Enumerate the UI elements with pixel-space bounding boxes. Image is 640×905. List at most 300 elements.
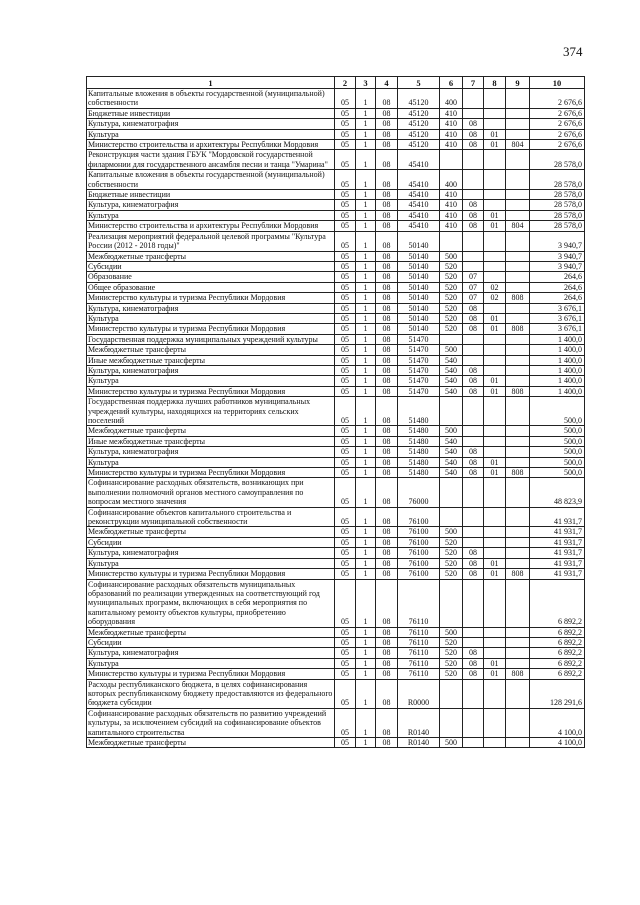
program-cell: 08 <box>376 478 398 507</box>
subsection-code-cell: 1 <box>356 261 376 271</box>
row-name-cell: Иные межбюджетные трансферты <box>87 436 335 446</box>
amount-cell: 264,6 <box>530 272 585 282</box>
amount-cell: 264,6 <box>530 282 585 292</box>
chapter-cell <box>463 627 484 637</box>
row-name-cell: Культура <box>87 658 335 668</box>
table-row <box>87 140 585 150</box>
chapter-cell <box>463 355 484 365</box>
table-row <box>87 386 585 396</box>
expense-type-cell: 400 <box>440 170 463 190</box>
subchapter-cell <box>484 365 506 375</box>
row-name-cell: Культура <box>87 558 335 568</box>
section-cell: 05 <box>335 436 356 446</box>
subchapter-cell <box>484 108 506 118</box>
ministry-code-cell <box>506 89 530 109</box>
row-name-cell: Министерство культуры и туризма Республики Мордовия <box>87 293 335 303</box>
program-cell: 08 <box>376 313 398 323</box>
program-cell: 08 <box>376 648 398 658</box>
subsection-code-cell: 1 <box>356 468 376 478</box>
ministry-code-cell <box>506 345 530 355</box>
section-cell: 05 <box>335 637 356 647</box>
chapter-cell <box>463 108 484 118</box>
subchapter-cell <box>484 708 506 737</box>
subchapter-cell <box>484 150 506 170</box>
ministry-code-cell <box>506 537 530 547</box>
expense-type-cell <box>440 397 463 426</box>
subsection-code-cell: 1 <box>356 527 376 537</box>
expense-type-cell: 520 <box>440 569 463 579</box>
target-item-cell: 51480 <box>398 457 440 467</box>
ministry-code-cell <box>506 478 530 507</box>
program-cell: 08 <box>376 436 398 446</box>
subsection-code-cell: 1 <box>356 397 376 426</box>
amount-cell: 3 676,1 <box>530 303 585 313</box>
subsection-code-cell: 1 <box>356 447 376 457</box>
ministry-code-cell: 808 <box>506 468 530 478</box>
subchapter-cell <box>484 355 506 365</box>
amount-cell: 6 892,2 <box>530 648 585 658</box>
section-cell: 05 <box>335 679 356 708</box>
target-item-cell: 51470 <box>398 376 440 386</box>
subsection-code-cell: 1 <box>356 669 376 679</box>
row-name-cell: Министерство культуры и туризма Республики Мордовия <box>87 386 335 396</box>
subsection-code-cell: 1 <box>356 200 376 210</box>
subsection-code-cell: 1 <box>356 272 376 282</box>
table-row <box>87 558 585 568</box>
column-header: 3 <box>356 77 376 89</box>
table-row <box>87 190 585 200</box>
table-row <box>87 537 585 547</box>
subsection-code-cell: 1 <box>356 708 376 737</box>
ministry-code-cell <box>506 251 530 261</box>
subsection-code-cell: 1 <box>356 210 376 220</box>
ministry-code-cell <box>506 558 530 568</box>
row-name-cell: Реализация мероприятий федеральной целевой программы "Культура России (2012 - 2018 годы)" <box>87 231 335 251</box>
subchapter-cell <box>484 89 506 109</box>
amount-cell: 3 940,7 <box>530 231 585 251</box>
row-name-cell: Культура, кинематография <box>87 365 335 375</box>
ministry-code-cell <box>506 648 530 658</box>
expense-type-cell: 520 <box>440 313 463 323</box>
section-cell: 05 <box>335 231 356 251</box>
expense-type-cell: 500 <box>440 527 463 537</box>
table-row <box>87 679 585 708</box>
target-item-cell: 51480 <box>398 447 440 457</box>
amount-cell: 500,0 <box>530 426 585 436</box>
ministry-code-cell <box>506 397 530 426</box>
subchapter-cell <box>484 436 506 446</box>
section-cell: 05 <box>335 140 356 150</box>
expense-type-cell: 520 <box>440 272 463 282</box>
section-cell: 05 <box>335 210 356 220</box>
program-cell: 08 <box>376 386 398 396</box>
amount-cell: 28 578,0 <box>530 190 585 200</box>
expense-type-cell: 540 <box>440 436 463 446</box>
expense-type-cell: 410 <box>440 129 463 139</box>
section-cell: 05 <box>335 282 356 292</box>
ministry-code-cell <box>506 313 530 323</box>
program-cell: 08 <box>376 658 398 668</box>
table-row <box>87 282 585 292</box>
expense-type-cell: 520 <box>440 669 463 679</box>
table-row <box>87 569 585 579</box>
section-cell: 05 <box>335 345 356 355</box>
ministry-code-cell <box>506 108 530 118</box>
target-item-cell: 45410 <box>398 150 440 170</box>
target-item-cell: 51470 <box>398 365 440 375</box>
column-header: 10 <box>530 77 585 89</box>
amount-cell: 4 100,0 <box>530 738 585 748</box>
expense-type-cell <box>440 579 463 627</box>
row-name-cell: Министерство культуры и туризма Республики Мордовия <box>87 468 335 478</box>
row-name-cell: Государственная поддержка муниципальных учреждений культуры <box>87 334 335 344</box>
section-cell: 05 <box>335 579 356 627</box>
chapter-cell <box>463 345 484 355</box>
target-item-cell: 50140 <box>398 272 440 282</box>
target-item-cell: 45410 <box>398 210 440 220</box>
section-cell: 05 <box>335 376 356 386</box>
section-cell: 05 <box>335 261 356 271</box>
target-item-cell: 76110 <box>398 648 440 658</box>
chapter-cell <box>463 426 484 436</box>
program-cell: 08 <box>376 324 398 334</box>
subsection-code-cell: 1 <box>356 140 376 150</box>
expense-type-cell: 520 <box>440 558 463 568</box>
subsection-code-cell: 1 <box>356 150 376 170</box>
expense-type-cell: 540 <box>440 386 463 396</box>
subchapter-cell <box>484 119 506 129</box>
program-cell: 08 <box>376 468 398 478</box>
chapter-cell: 08 <box>463 324 484 334</box>
target-item-cell: 76100 <box>398 569 440 579</box>
section-cell: 05 <box>335 108 356 118</box>
amount-cell: 2 676,6 <box>530 108 585 118</box>
program-cell: 08 <box>376 221 398 231</box>
row-name-cell: Софинансирование объектов капитального строительства и реконструкции муниципальной собственности <box>87 507 335 527</box>
table-row <box>87 251 585 261</box>
expense-type-cell: 540 <box>440 365 463 375</box>
chapter-cell: 08 <box>463 119 484 129</box>
target-item-cell: 76110 <box>398 669 440 679</box>
section-cell: 05 <box>335 738 356 748</box>
program-cell: 08 <box>376 579 398 627</box>
chapter-cell <box>463 637 484 647</box>
program-cell: 08 <box>376 190 398 200</box>
expense-type-cell: 500 <box>440 627 463 637</box>
expense-type-cell: 520 <box>440 548 463 558</box>
table-row <box>87 324 585 334</box>
column-header: 1 <box>87 77 335 89</box>
section-cell: 05 <box>335 170 356 190</box>
chapter-cell <box>463 507 484 527</box>
row-name-cell: Министерство культуры и туризма Республики Мордовия <box>87 324 335 334</box>
subchapter-cell <box>484 397 506 426</box>
table-row <box>87 200 585 210</box>
target-item-cell: 45120 <box>398 129 440 139</box>
target-item-cell: 45120 <box>398 119 440 129</box>
budget-table <box>86 76 585 748</box>
chapter-cell: 08 <box>463 558 484 568</box>
table-row <box>87 345 585 355</box>
target-item-cell: 76110 <box>398 658 440 668</box>
table-row <box>87 738 585 748</box>
target-item-cell: 51470 <box>398 386 440 396</box>
column-header: 2 <box>335 77 356 89</box>
row-name-cell: Культура <box>87 210 335 220</box>
target-item-cell: 45410 <box>398 221 440 231</box>
section-cell: 05 <box>335 648 356 658</box>
subsection-code-cell: 1 <box>356 89 376 109</box>
ministry-code-cell: 808 <box>506 324 530 334</box>
amount-cell: 41 931,7 <box>530 569 585 579</box>
target-item-cell: 76100 <box>398 507 440 527</box>
subchapter-cell <box>484 527 506 537</box>
section-cell: 05 <box>335 251 356 261</box>
subchapter-cell <box>484 648 506 658</box>
section-cell: 05 <box>335 303 356 313</box>
subchapter-cell: 02 <box>484 293 506 303</box>
section-cell: 05 <box>335 221 356 231</box>
table-row <box>87 150 585 170</box>
expense-type-cell <box>440 150 463 170</box>
target-item-cell: 76000 <box>398 478 440 507</box>
ministry-code-cell <box>506 457 530 467</box>
row-name-cell: Межбюджетные трансферты <box>87 627 335 637</box>
ministry-code-cell: 808 <box>506 386 530 396</box>
subsection-code-cell: 1 <box>356 190 376 200</box>
section-cell: 05 <box>335 89 356 109</box>
subsection-code-cell: 1 <box>356 558 376 568</box>
ministry-code-cell <box>506 447 530 457</box>
table-row <box>87 231 585 251</box>
ministry-code-cell: 804 <box>506 140 530 150</box>
target-item-cell: 51480 <box>398 426 440 436</box>
table-row <box>87 293 585 303</box>
program-cell: 08 <box>376 345 398 355</box>
subsection-code-cell: 1 <box>356 313 376 323</box>
row-name-cell: Субсидии <box>87 637 335 647</box>
section-cell: 05 <box>335 355 356 365</box>
subsection-code-cell: 1 <box>356 569 376 579</box>
row-name-cell: Софинансирование расходных обязательств, возникающих при выполнении полномочий органов местного самоуправления по вопросам местного значения <box>87 478 335 507</box>
expense-type-cell: 410 <box>440 108 463 118</box>
subchapter-cell <box>484 345 506 355</box>
program-cell: 08 <box>376 507 398 527</box>
subsection-code-cell: 1 <box>356 251 376 261</box>
ministry-code-cell: 808 <box>506 669 530 679</box>
row-name-cell: Культура, кинематография <box>87 200 335 210</box>
chapter-cell <box>463 231 484 251</box>
table-row <box>87 648 585 658</box>
section-cell: 05 <box>335 457 356 467</box>
ministry-code-cell <box>506 627 530 637</box>
table-row <box>87 426 585 436</box>
section-cell: 05 <box>335 397 356 426</box>
row-name-cell: Межбюджетные трансферты <box>87 527 335 537</box>
ministry-code-cell <box>506 637 530 647</box>
row-name-cell: Межбюджетные трансферты <box>87 426 335 436</box>
subchapter-cell: 01 <box>484 313 506 323</box>
section-cell: 05 <box>335 708 356 737</box>
section-cell: 05 <box>335 658 356 668</box>
table-row <box>87 527 585 537</box>
program-cell: 08 <box>376 119 398 129</box>
table-row <box>87 627 585 637</box>
subchapter-cell <box>484 170 506 190</box>
row-name-cell: Расходы республиканского бюджета, в целях софинансирования которых республиканскому бюджету предоставляются из федерального бюджета субсидии <box>87 679 335 708</box>
subsection-code-cell: 1 <box>356 345 376 355</box>
chapter-cell <box>463 89 484 109</box>
row-name-cell: Министерство строительства и архитектуры Республики Мордовия <box>87 140 335 150</box>
target-item-cell: 76100 <box>398 537 440 547</box>
chapter-cell: 08 <box>463 200 484 210</box>
expense-type-cell: 520 <box>440 537 463 547</box>
section-cell: 05 <box>335 527 356 537</box>
row-name-cell: Министерство культуры и туризма Республики Мордовия <box>87 669 335 679</box>
subsection-code-cell: 1 <box>356 355 376 365</box>
table-row <box>87 457 585 467</box>
amount-cell: 6 892,2 <box>530 637 585 647</box>
subchapter-cell <box>484 738 506 748</box>
section-cell: 05 <box>335 272 356 282</box>
subsection-code-cell: 1 <box>356 231 376 251</box>
row-name-cell: Бюджетные инвестиции <box>87 108 335 118</box>
subsection-code-cell: 1 <box>356 324 376 334</box>
subchapter-cell: 01 <box>484 129 506 139</box>
program-cell: 08 <box>376 303 398 313</box>
expense-type-cell: 540 <box>440 447 463 457</box>
subsection-code-cell: 1 <box>356 478 376 507</box>
chapter-cell: 07 <box>463 282 484 292</box>
subsection-code-cell: 1 <box>356 293 376 303</box>
table-row <box>87 210 585 220</box>
target-item-cell: 45120 <box>398 108 440 118</box>
subsection-code-cell: 1 <box>356 436 376 446</box>
section-cell: 05 <box>335 468 356 478</box>
section-cell: 05 <box>335 313 356 323</box>
chapter-cell <box>463 478 484 507</box>
ministry-code-cell <box>506 282 530 292</box>
expense-type-cell: 410 <box>440 221 463 231</box>
subchapter-cell: 01 <box>484 324 506 334</box>
table-row <box>87 261 585 271</box>
ministry-code-cell <box>506 129 530 139</box>
program-cell: 08 <box>376 708 398 737</box>
amount-cell: 4 100,0 <box>530 708 585 737</box>
program-cell: 08 <box>376 669 398 679</box>
subsection-code-cell: 1 <box>356 457 376 467</box>
ministry-code-cell <box>506 579 530 627</box>
row-name-cell: Культура, кинематография <box>87 447 335 457</box>
table-row <box>87 303 585 313</box>
chapter-cell: 08 <box>463 376 484 386</box>
target-item-cell: 76110 <box>398 637 440 647</box>
amount-cell: 1 400,0 <box>530 365 585 375</box>
section-cell: 05 <box>335 200 356 210</box>
table-row <box>87 129 585 139</box>
amount-cell: 500,0 <box>530 457 585 467</box>
program-cell: 08 <box>376 200 398 210</box>
subsection-code-cell: 1 <box>356 426 376 436</box>
program-cell: 08 <box>376 170 398 190</box>
table-row <box>87 658 585 668</box>
subchapter-cell <box>484 679 506 708</box>
amount-cell: 2 676,6 <box>530 119 585 129</box>
chapter-cell: 07 <box>463 272 484 282</box>
expense-type-cell: 520 <box>440 303 463 313</box>
ministry-code-cell <box>506 303 530 313</box>
program-cell: 08 <box>376 426 398 436</box>
chapter-cell <box>463 261 484 271</box>
section-cell: 05 <box>335 119 356 129</box>
program-cell: 08 <box>376 272 398 282</box>
subchapter-cell <box>484 627 506 637</box>
subsection-code-cell: 1 <box>356 334 376 344</box>
ministry-code-cell <box>506 376 530 386</box>
expense-type-cell <box>440 679 463 708</box>
expense-type-cell <box>440 334 463 344</box>
column-header: 6 <box>440 77 463 89</box>
section-cell: 05 <box>335 334 356 344</box>
chapter-cell <box>463 397 484 426</box>
section-cell: 05 <box>335 293 356 303</box>
amount-cell: 500,0 <box>530 468 585 478</box>
row-name-cell: Культура <box>87 376 335 386</box>
subsection-code-cell: 1 <box>356 507 376 527</box>
row-name-cell: Общее образование <box>87 282 335 292</box>
target-item-cell: 45120 <box>398 89 440 109</box>
ministry-code-cell <box>506 355 530 365</box>
program-cell: 08 <box>376 365 398 375</box>
column-header: 9 <box>506 77 530 89</box>
subchapter-cell <box>484 251 506 261</box>
amount-cell: 500,0 <box>530 447 585 457</box>
expense-type-cell: 540 <box>440 468 463 478</box>
chapter-cell: 08 <box>463 648 484 658</box>
subsection-code-cell: 1 <box>356 129 376 139</box>
subchapter-cell: 01 <box>484 569 506 579</box>
subsection-code-cell: 1 <box>356 303 376 313</box>
table-row <box>87 478 585 507</box>
amount-cell: 3 676,1 <box>530 313 585 323</box>
row-name-cell: Межбюджетные трансферты <box>87 251 335 261</box>
subchapter-cell: 01 <box>484 386 506 396</box>
ministry-code-cell <box>506 119 530 129</box>
amount-cell: 500,0 <box>530 436 585 446</box>
target-item-cell: 50140 <box>398 231 440 251</box>
amount-cell: 2 676,6 <box>530 89 585 109</box>
ministry-code-cell <box>506 170 530 190</box>
program-cell: 08 <box>376 89 398 109</box>
section-cell: 05 <box>335 478 356 507</box>
expense-type-cell: 540 <box>440 376 463 386</box>
chapter-cell: 08 <box>463 548 484 558</box>
row-name-cell: Государственная поддержка лучших работников муниципальных учреждений культуры, находящихся на территориях сельских поселений <box>87 397 335 426</box>
program-cell: 08 <box>376 251 398 261</box>
subchapter-cell <box>484 190 506 200</box>
table-row <box>87 313 585 323</box>
program-cell: 08 <box>376 447 398 457</box>
program-cell: 08 <box>376 637 398 647</box>
ministry-code-cell <box>506 507 530 527</box>
table-row <box>87 507 585 527</box>
chapter-cell: 08 <box>463 569 484 579</box>
subchapter-cell: 01 <box>484 658 506 668</box>
expense-type-cell <box>440 708 463 737</box>
program-cell: 08 <box>376 140 398 150</box>
chapter-cell <box>463 527 484 537</box>
subchapter-cell: 02 <box>484 282 506 292</box>
